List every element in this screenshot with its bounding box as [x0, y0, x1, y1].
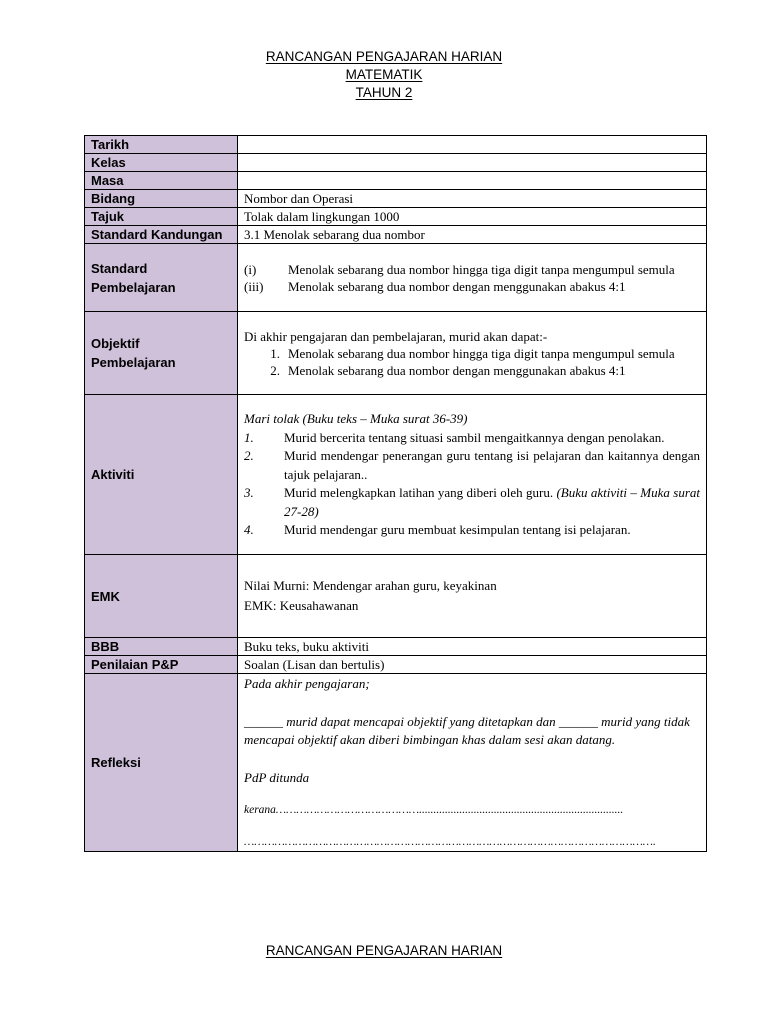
aktiviti-title-text: Mari tolak: [244, 411, 300, 427]
label-tarikh: Tarikh: [85, 136, 238, 154]
value-objektif: [238, 312, 707, 395]
label-line: Pembelajaran: [91, 355, 176, 370]
value-aktiviti: [238, 395, 707, 555]
item-text: Menolak sebarang dua nombor dengan menggunakan abakus 4:1: [288, 278, 626, 294]
item-number: 2.: [244, 448, 254, 464]
list-item: [244, 429, 700, 448]
footer-heading: [0, 942, 768, 960]
row-standard-kandungan: [85, 226, 707, 244]
label-aktiviti: Aktiviti: [85, 395, 238, 555]
label-bbb: BBB: [85, 638, 238, 656]
row-bidang: [85, 190, 707, 208]
label-masa: Masa: [85, 172, 238, 190]
list-item: [244, 521, 700, 540]
emk-line: EMK: Keusahawanan: [244, 598, 359, 613]
label-refleksi: Refleksi: [85, 674, 238, 852]
value-tarikh: [238, 136, 707, 154]
row-objektif: [85, 312, 707, 395]
item-text: Murid melengkapkan latihan yang diberi oleh guru.: [284, 485, 557, 501]
list-item: [244, 278, 700, 295]
list-item: [244, 447, 700, 484]
aktiviti-title: [244, 410, 700, 429]
value-penilaian: Soalan (Lisan dan bertulis): [238, 656, 707, 674]
label-penilaian: Penilaian P&P: [85, 656, 238, 674]
heading-title: RANCANGAN PENGAJARAN HARIAN: [265, 49, 503, 64]
list-item: [244, 484, 700, 521]
refleksi-line: kerana…………………………………….......................................................................: [244, 804, 624, 816]
document-heading: [0, 48, 768, 102]
value-standard-kandungan: 3.1 Menolak sebarang dua nombor: [238, 226, 707, 244]
label-kelas: Kelas: [85, 154, 238, 172]
value-standard-pembelajaran: [238, 244, 707, 312]
item-text: Murid bercerita tentang situasi sambil mengaitkannya dengan penolakan.: [284, 429, 665, 445]
refleksi-line: ………………………………………………………………………………………………………….: [244, 836, 656, 848]
label-tajuk: Tajuk: [85, 208, 238, 226]
item-text: Menolak sebarang dua nombor dengan menggunakan abakus 4:1: [288, 363, 626, 378]
value-bidang: Nombor dan Operasi: [238, 190, 707, 208]
row-masa: [85, 172, 707, 190]
item-number: 1.: [270, 346, 280, 361]
value-bbb: Buku teks, buku aktiviti: [238, 638, 707, 656]
lesson-plan-table: [84, 135, 707, 852]
item-ref: (Buku aktiviti – Muka surat 27-28): [284, 485, 700, 519]
value-kelas: [238, 154, 707, 172]
emk-line: Nilai Murni: Mendengar arahan guru, keyakinan: [244, 578, 497, 593]
label-emk: EMK: [85, 555, 238, 638]
row-aktiviti: [85, 395, 707, 555]
row-penilaian: [85, 656, 707, 674]
value-emk: [238, 555, 707, 638]
value-refleksi: [238, 674, 707, 852]
label-standard-kandungan: Standard Kandungan: [85, 226, 238, 244]
item-number: 4.: [244, 522, 254, 538]
list-item: [244, 362, 700, 379]
item-number: (i): [244, 261, 257, 277]
row-tajuk: [85, 208, 707, 226]
item-text: Murid mendengar penerangan guru tentang isi pelajaran dan kaitannya dengan tajuk pelajaran..: [284, 448, 700, 482]
item-text-wrap: [284, 484, 700, 521]
label-line: Pembelajaran: [91, 279, 176, 295]
item-number: 1.: [244, 429, 254, 445]
item-text: Murid mendengar guru membuat kesimpulan tentang isi pelajaran.: [284, 522, 631, 538]
row-tarikh: [85, 136, 707, 154]
refleksi-line: ______ murid dapat mencapai objektif yang ditetapkan dan ______ murid yang tidak mencapai objektif akan diberi bimbingan khas dalam sesi akan datang.: [244, 714, 690, 747]
list-item: [244, 261, 700, 278]
aktiviti-title-ref: (Buku teks – Muka surat 36-39): [299, 411, 468, 427]
value-masa: [238, 172, 707, 190]
label-objektif: [85, 312, 238, 395]
item-number: 3.: [244, 485, 254, 501]
row-kelas: [85, 154, 707, 172]
row-refleksi: [85, 674, 707, 852]
label-bidang: Bidang: [85, 190, 238, 208]
refleksi-line: Pada akhir pengajaran;: [244, 676, 370, 691]
row-bbb: [85, 638, 707, 656]
item-text: Menolak sebarang dua nombor hingga tiga digit tanpa mengumpul semula: [288, 346, 675, 361]
objektif-intro: Di akhir pengajaran dan pembelajaran, murid akan dapat:-: [244, 329, 548, 344]
heading-year: TAHUN 2: [355, 85, 413, 100]
item-text: Menolak sebarang dua nombor hingga tiga digit tanpa mengumpul semula: [288, 261, 675, 277]
label-line: Standard: [91, 260, 148, 276]
list-item: [244, 345, 700, 362]
label-line: Objektif: [91, 336, 140, 351]
row-standard-pembelajaran: [85, 244, 707, 312]
value-tajuk: Tolak dalam lingkungan 1000: [238, 208, 707, 226]
item-number: (iii): [244, 278, 264, 294]
footer-title: RANCANGAN PENGAJARAN HARIAN: [265, 943, 503, 958]
row-emk: [85, 555, 707, 638]
refleksi-line: PdP ditunda: [244, 770, 310, 785]
item-number: 2.: [270, 363, 280, 378]
heading-subject: MATEMATIK: [345, 67, 423, 82]
label-standard-pembelajaran: [85, 244, 238, 312]
